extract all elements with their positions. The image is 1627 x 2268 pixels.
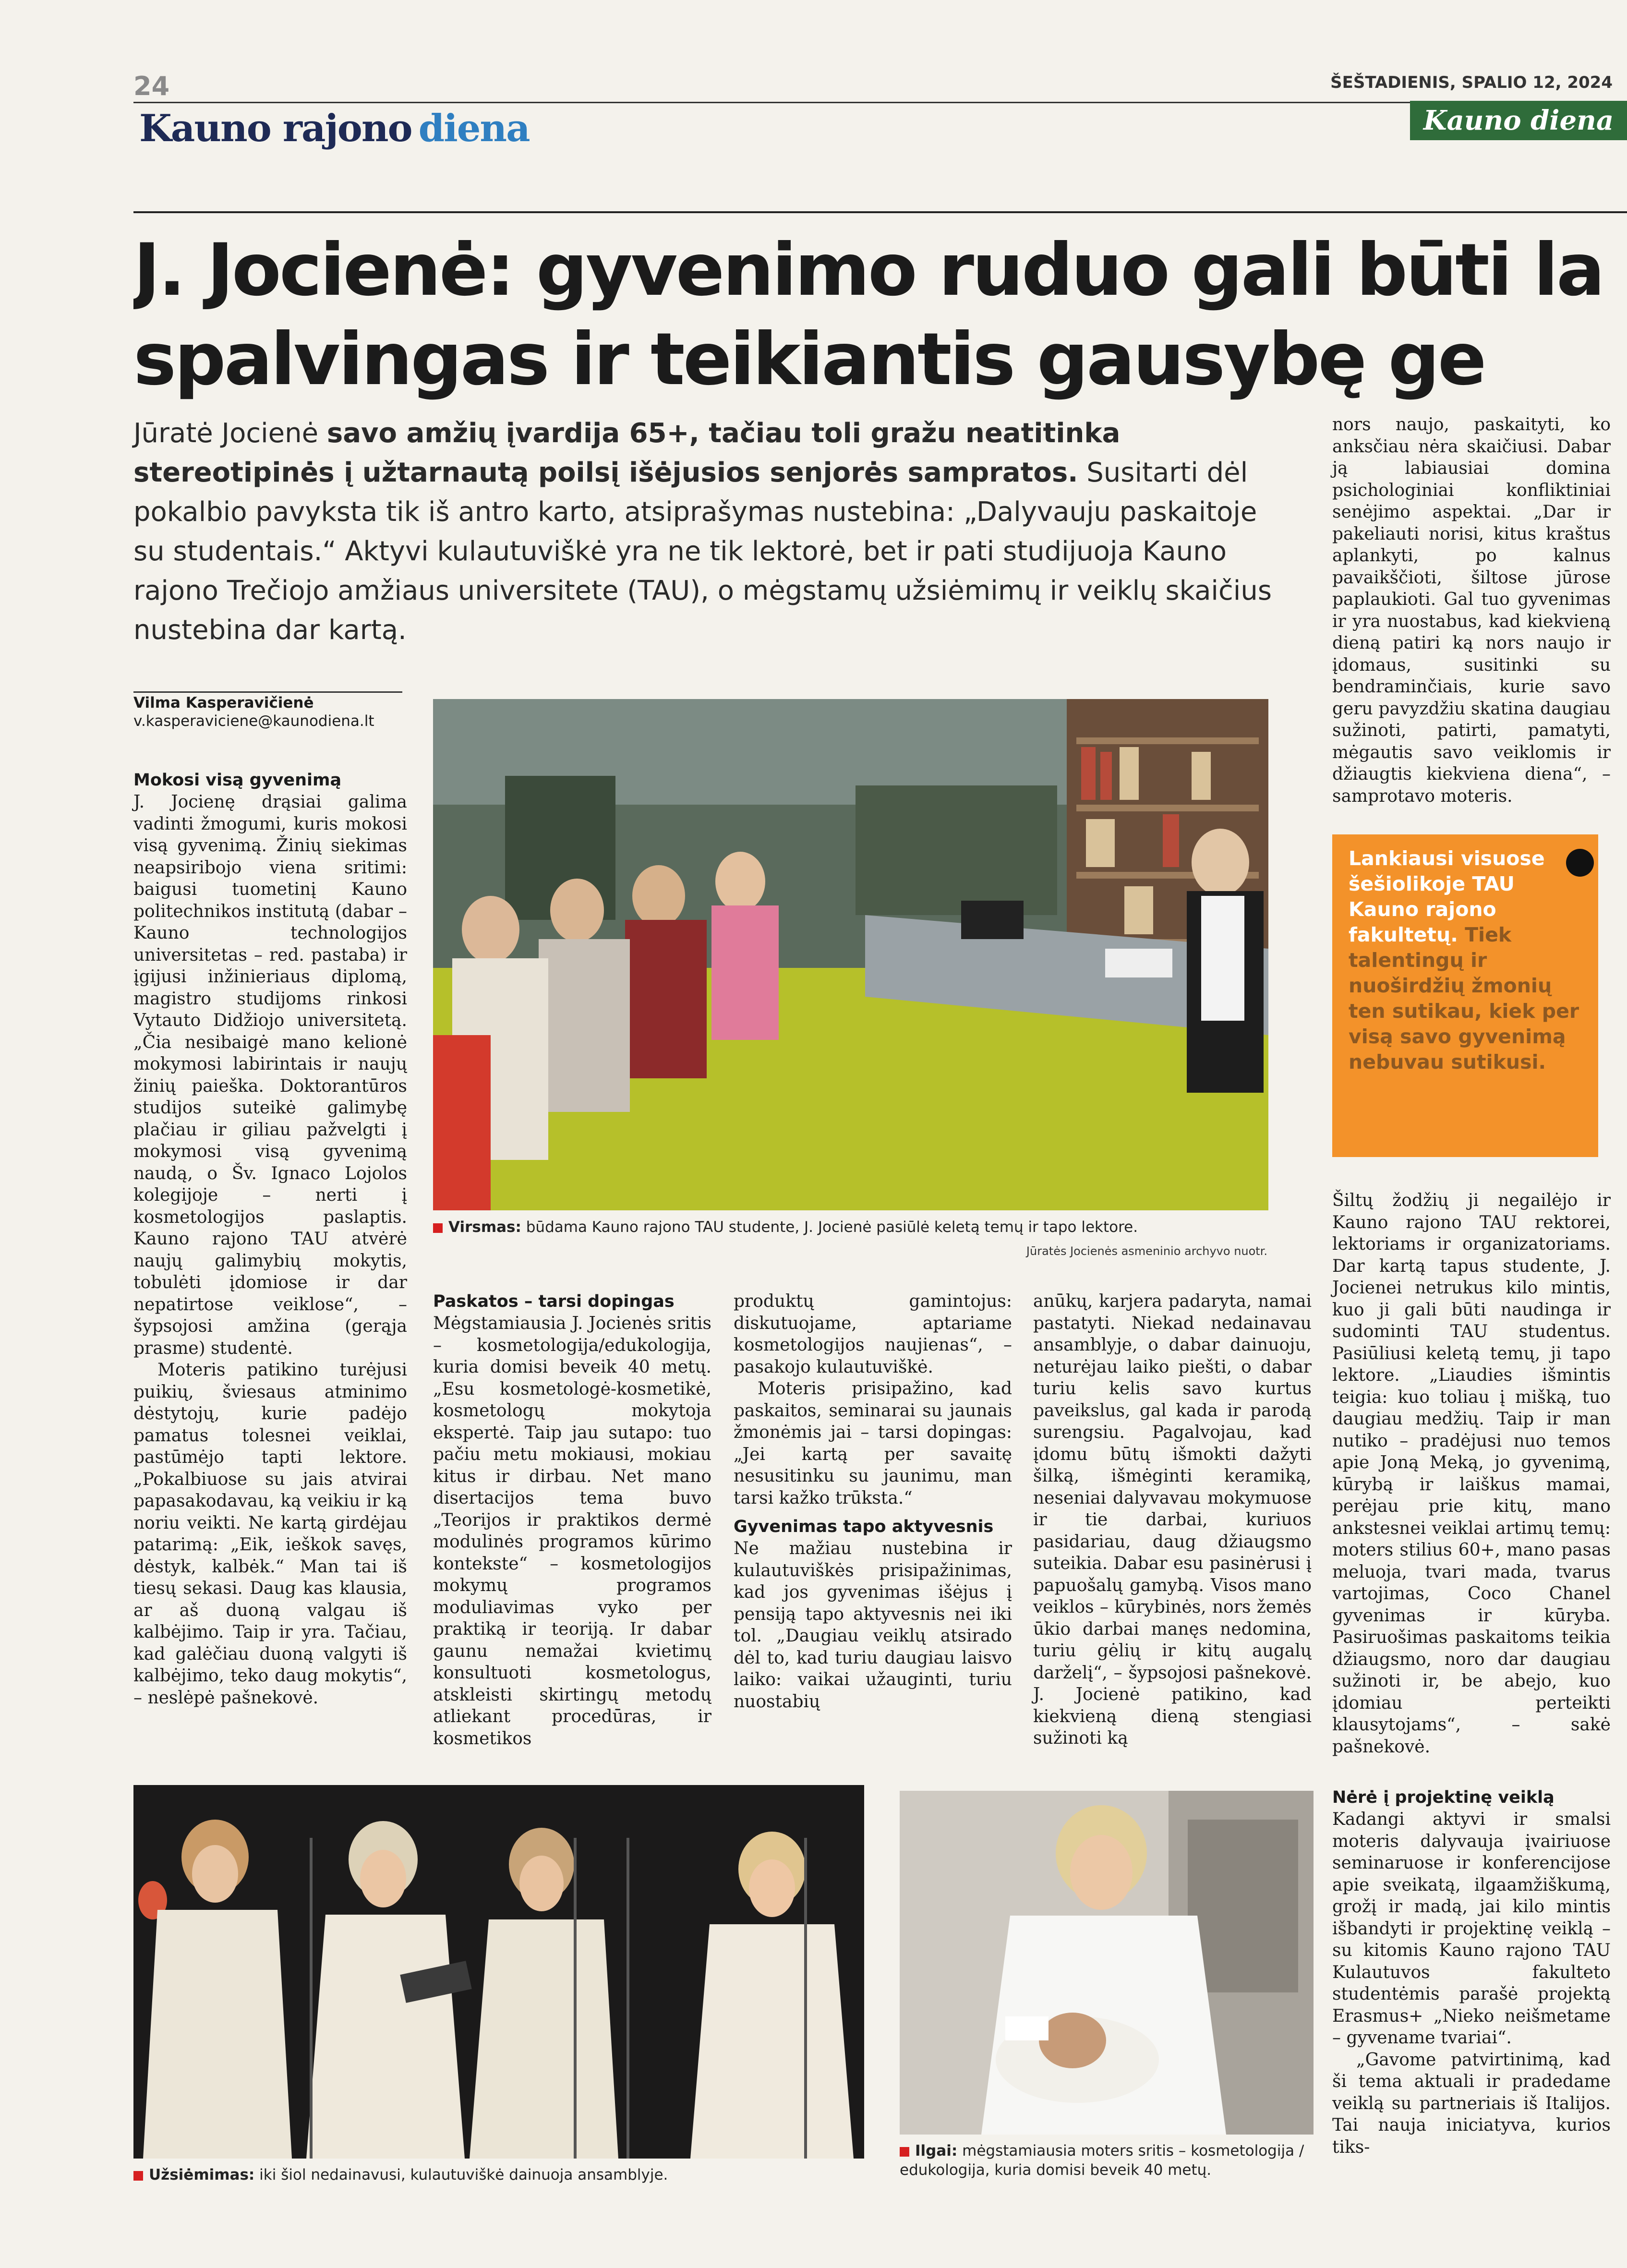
subhead-gyvenimas: Gyvenimas tapo aktyvesnis bbox=[734, 1517, 994, 1536]
paragraph: nors naujo, paskaityti, ko anksčiau nėra skaičiusi. Dabar ją labiausiai domina psichologiniai konfliktiniai senėjimo aspektai. „Dar ir pakeliauti norisi, kitus kraštus aplankyti, po kalnus pavaikščioti, šiltose jūrose paplaukioti. Gal tuo gyvenimas ir yra nuostabus, kad kiekvieną dieną patiri ką nors naujo ir įdomaus, susitinki su bendraminčiais, kurie savo geru pavyzdžiu skatina daugiau sužinoti, patirti, pamatyti, mėgautis savo veiklomis ir džiaugtis kiekviena diena“, – samprotavo moteris. bbox=[1332, 415, 1611, 806]
newspaper-tag: Kauno diena bbox=[1410, 101, 1627, 140]
pull-quote-text bbox=[1349, 846, 1584, 1075]
headline bbox=[133, 226, 1627, 404]
subhead-paskatos: Paskatos – tarsi dopingas bbox=[433, 1292, 675, 1311]
caption-left bbox=[133, 2165, 864, 2184]
caption-marker bbox=[133, 2171, 143, 2181]
caption-top bbox=[433, 1218, 1268, 1237]
paragraph: Moteris prisipažino, kad paskaitos, seminarai su jaunais žmonėmis jai – tarsi dopingas: „Jei kartą per savaitę nesusitinku su jaunimu, man tarsi kažko trūksta.“ bbox=[734, 1379, 1012, 1508]
page-number: 24 bbox=[133, 71, 170, 101]
caption-marker bbox=[900, 2147, 909, 2157]
header-rule bbox=[133, 102, 1627, 103]
author-email[interactable]: v.kasperaviciene@kaunodiena.lt bbox=[133, 712, 374, 730]
byline bbox=[133, 694, 402, 730]
subhead-nere: Nėrė į projektinę veiklą bbox=[1332, 1788, 1555, 1807]
headline-line-1: J. Jocienė: gyvenimo ruduo gali būti la bbox=[133, 229, 1603, 312]
paragraph: anūkų, karjera padaryta, namai pastatyti. Niekad nedainavau ansamblyje, o dabar dainuoju, neturėjau laiko piešti, o dabar turiu kelis savo kurtus paveikslus, gal kada ir parodą surengsiu. Pagalvojau, kad įdomu būtų išmokti dažyti šilką, išmėginti keramiką, neseniai dalyvavau mokymuose ir tie darbai, kuriuos pasidariau, daug džiaugsmo suteikia. Dabar esu pasinėrusi į papuošalų gamybą. Visos mano veiklos – kūrybinės, nors žemės ūkio darbai manęs nedomina, turiu gėlių ir kitų augalų darželį“, – šypsojosi pašnekovė. J. Jocienė patikino, kad kiekvieną dieną stengiasi sužinoti ką bbox=[1033, 1291, 1312, 1748]
headline-line-2: spalvingas ir teikiantis gausybę ge bbox=[133, 318, 1485, 401]
photo-lecture bbox=[433, 699, 1268, 1210]
headline-rule bbox=[133, 211, 1627, 213]
column-5-bottom bbox=[1332, 1190, 1611, 2158]
paragraph: Ne mažiau nustebina ir kulautuviškės prisipažinimas, kad jos gyvenimas išėjus į pensiją tapo aktyvesnis nei iki tol. „Daugiau veiklų atsirado dėl to, kad turiu daugiau laisvo laiko: vaikai užauginti, turiu nuostabių bbox=[734, 1539, 1012, 1712]
caption-left-label: Užsiėmimas: bbox=[149, 2166, 255, 2184]
lead-paragraph bbox=[133, 414, 1286, 650]
paragraph: Šiltų žodžių ji negailėjo ir Kauno rajono TAU rektorei, lektoriams ir organizatoriams. Dar kartą tapus studente, J. Jocienei netrukus kilo mintis, kuo ji gali būti naudinga ir sudominti TAU studentus. Pasiūliusi keletą temų, ji tapo lektore. „Liaudies išmintis teigia: kuo toliau į mišką, tuo daugiau medžių. Taip ir man nutiko – pradėjusi nuo temos apie Joną Meką, jo gyvenimą, kūrybą ir laiškus mamai, perėjau prie kitų, mano ankstesnei veiklai artimų temų: moters stilius 60+, mano pasas meluoja, tvari mada, tvarus vartojimas, Coco Chanel gyvenimas ir kūryba. Pasiruošimas paskaitoms teikia džiaugsmo, noro dar daugiau sužinoti ir, be abejo, kuo įdomiau perteikti klausytojams“, – sakė pašnekovė. bbox=[1332, 1191, 1611, 1757]
column-4 bbox=[1033, 1291, 1312, 1749]
brand-part-1: Kauno rajono bbox=[139, 107, 412, 150]
photo-cosmetology bbox=[900, 1791, 1314, 2135]
ensemble-photo-image bbox=[133, 1785, 864, 2159]
pull-quote-line-2: Tiek talentingų ir nuoširdžių žmonių ten sutikau, kiek per visą savo gyvenimą nebuvau sutikusi. bbox=[1349, 923, 1579, 1074]
photo-ensemble bbox=[133, 1785, 864, 2159]
caption-right-label: Ilgai: bbox=[915, 2142, 958, 2159]
column-1 bbox=[133, 769, 407, 1709]
caption-right bbox=[900, 2141, 1314, 2180]
subhead-mokosi: Mokosi visą gyvenimą bbox=[133, 771, 342, 790]
brand-part-2: diena bbox=[418, 107, 530, 150]
column-3 bbox=[734, 1291, 1012, 1713]
caption-top-text: būdama Kauno rajono TAU studente, J. Jocienė pasiūlė keletą temų ir tapo lektore. bbox=[521, 1218, 1138, 1236]
lead-part-1: Jūratė Jocienė bbox=[133, 418, 327, 449]
column-5-top bbox=[1332, 414, 1611, 807]
lead-part-3: Susitarti dėl pokalbio pavyksta tik iš antro karto, atsiprašymas nustebina: „Dalyvauju paskaitoje su studentais.“ Aktyvi kulautuviškė yra ne tik lektorė, bet ir pati studijuoja Kauno rajono Trečiojo amžiaus universitete (TAU), o mėgstamų užsiėmimų ir veiklų skaičius nustebina dar kartą. bbox=[133, 457, 1272, 646]
paragraph: Moteris patikino turėjusi puikių, šviesaus atminimo dėstytojų, kurie padėjo pamatus tolesnei veiklai, pastūmėjo tapti lektore. „Pokalbiuose su jais atvirai papasakodavau, ką veikiu ir ką noriu veikti. Ne kartą girdėjau patarimą: „Eik, ieškok savęs, dėstyk, kalbėk.“ Man tai iš tiesų sekasi. Daug kas klausia, ar aš duoną valgau iš kalbėjimo. Taip ir yra. Tačiau, kad galėčiau duoną valgyti iš kalbėjimo, teko daug mokytis“, – neslėpė pašnekovė. bbox=[133, 1360, 407, 1708]
caption-left-text: iki šiol nedainavusi, kulautuviškė dainuoja ansamblyje. bbox=[254, 2166, 668, 2184]
column-2 bbox=[433, 1291, 711, 1749]
paragraph: Kadangi aktyvi ir smalsi moteris dalyvauja įvairiuose seminaruose ir konferencijose apie sveikatą, ilgaamžiškumą, grožį ir madą, jai kilo mintis išbandyti ir projektinę veiklą – su kitomis Kauno rajono TAU Kulautuvos fakulteto studentėmis parašė projektą Erasmus+ „Nieko neišmetame – gyvename tvariai“. bbox=[1332, 1810, 1611, 2048]
caption-right-text: mėgstamiausia moters sritis – kosmetologija / edukologija, kuria domisi beveik 40 metų. bbox=[900, 2142, 1304, 2179]
paragraph: Mėgstamiausia J. Jocienės sritis – kosmetologija/edukologija, kuria domisi beveik 40 metų. „Esu kosmetologė-kosmetikė, kosmetologų mokytoja ekspertė. Taip jau sutapo: tuo pačiu metu mokiausi, mokiau kitus ir dirbau. Net mano disertacijos tema buvo „Teorijos ir praktikos dermė modulinės programos kūrimo kontekste“ – kosmetologijos mokymų programos moduliavimas vyko per praktiką ir teoriją. Ir dabar gaunu nemažai kvietimų konsultuoti kosmetologus, atskleisti skirtingų metodų atliekant procedūras, ir kosmetikos bbox=[433, 1314, 711, 1749]
cosmetology-photo-image bbox=[900, 1791, 1314, 2135]
paragraph: „Gavome patvirtinimą, kad ši tema aktuali ir pradedame veiklą su partneriais iš Italijos. Tai nauja iniciatyva, kurios tiks- bbox=[1332, 2050, 1611, 2157]
issue-date: ŠEŠTADIENIS, SPALIO 12, 2024 bbox=[1330, 73, 1613, 92]
paragraph: produktų gamintojus: diskutuojame, aptariame kosmetologijos naujienas“, – pasakojo kulautuviškė. bbox=[734, 1291, 1012, 1377]
paragraph: J. Jocienę drąsiai galima vadinti žmogumi, kuris mokosi visą gyvenimą. Žinių siekimas neapsiribojo viena sritimi: baigusi tuometinį Kauno politechnikos institutą (dabar – Kauno technologijos universitetas – red. pastaba) ir įgijusi inžinieriaus diplomą, magistro studijoms rinkosi Vytauto Didžiojo universitetą. „Čia nesibaigė mano kelionė mokymosi labirintais ir naujų žinių paieška. Doktorantūros studijos suteikė galimybę plačiau ir giliau pažvelgti į mokymosi visą gyvenimą naudą, o Šv. Ignaco Lojolos kolegijoje – nerti į kosmetologijos paslaptis. Kauno rajono TAU atvėrė naujų galimybių mokytis, tobulėti įdomiose ir dar nepatirtose veiklose“, – šypsojosi amžina (gerąja prasme) studentė. bbox=[133, 792, 407, 1358]
byline-rule bbox=[133, 691, 402, 693]
section-brand bbox=[139, 107, 530, 150]
lead-part-2: savo amžių įvardija 65+, tačiau toli gražu neatitinka stereotipinės į užtarnautą poilsį išėjusios senjorės sampratos. bbox=[133, 418, 1121, 488]
author-name: Vilma Kasperavičienė bbox=[133, 694, 314, 712]
punch-hole bbox=[1566, 849, 1594, 877]
photo-credit: Jūratės Jocienės asmeninio archyvo nuotr. bbox=[1026, 1244, 1267, 1258]
pull-quote-line-1: Lankiausi visuose šešiolikoje TAU Kauno rajono fakultetų. bbox=[1349, 847, 1545, 946]
lecture-photo-image bbox=[433, 699, 1268, 1210]
caption-marker bbox=[433, 1223, 443, 1233]
caption-top-label: Virsmas: bbox=[448, 1218, 521, 1236]
pull-quote bbox=[1332, 834, 1598, 1157]
